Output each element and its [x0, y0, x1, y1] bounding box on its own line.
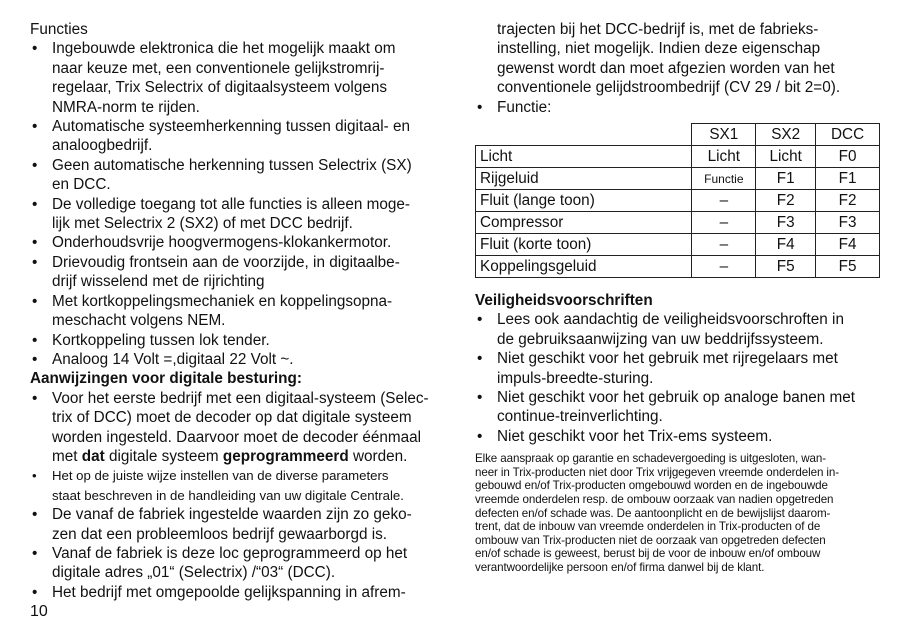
right-column: [475, 20, 880, 575]
table-cell: Koppelingsgeluid: [476, 256, 692, 278]
table-row: [476, 146, 880, 168]
function-table: [475, 123, 880, 278]
table-cell: F4: [816, 234, 880, 256]
list-item: • Lees ook aandachtig de veiligheidsvoorschroften in de gebruiksaanwijzing van uw beddrijfssysteem.: [475, 310, 880, 349]
table-cell: –: [692, 256, 756, 278]
table-row: [476, 168, 880, 190]
table-cell: Fluit (korte toon): [476, 234, 692, 256]
list-item: • Drievoudig frontsein aan de voorzijde, in digitaalbe- drijf wisselend met de rijrichting: [30, 253, 435, 292]
table-cell: Licht: [756, 146, 816, 168]
list-item: • De vanaf de fabriek ingestelde waarden zijn zo geko- zen dat een probleemloos bedrijf gewaarborgd is.: [30, 505, 435, 544]
safety-heading: Veiligheidsvoorschriften: [475, 292, 653, 310]
table-row: [476, 190, 880, 212]
table-cell: Licht: [476, 146, 692, 168]
table-cell: Rijgeluid: [476, 168, 692, 190]
table-cell: Fluit (lange toon): [476, 190, 692, 212]
table-cell: F3: [816, 212, 880, 234]
left-column: [30, 20, 435, 602]
table-cell: Licht: [692, 146, 756, 168]
list-item: • De volledige toegang tot alle functies is alleen moge- lijk met Selectrix 2 (SX2) of met DCC bedrijf.: [30, 195, 435, 234]
list-item: • Niet geschikt voor het Trix-ems systeem.: [475, 427, 880, 446]
table-header-row: [476, 124, 880, 146]
table-header: DCC: [816, 124, 880, 146]
digital-heading: Aanwijzingen voor digitale besturing:: [30, 370, 302, 388]
table-cell: F5: [756, 256, 816, 278]
function-label: • Functie:: [475, 98, 880, 117]
table-row: [476, 256, 880, 278]
list-item: • Met kortkoppelingsmechaniek en koppelingsopna- meschacht volgens NEM.: [30, 292, 435, 331]
table-row: [476, 234, 880, 256]
list-item: • Vanaf de fabriek is deze loc geprogrammeerd op het digitale adres „01“ (Selectrix) /“03“ (DCC).: [30, 544, 435, 583]
table-cell: F2: [756, 190, 816, 212]
table-cell: F2: [816, 190, 880, 212]
table-header: SX1: [692, 124, 756, 146]
table-cell: F4: [756, 234, 816, 256]
table-cell: F1: [756, 168, 816, 190]
table-cell: F5: [816, 256, 880, 278]
list-item: • Niet geschikt voor het gebruik op analoge banen met continue-treinverlichting.: [475, 388, 880, 427]
list-item: • Niet geschikt voor het gebruik met rijregelaars met impuls-breedte-sturing.: [475, 349, 880, 388]
list-item: • Het bedrijf met omgepoolde gelijkspanning in afrem-: [30, 583, 435, 602]
table-cell: F1: [816, 168, 880, 190]
list-item: • Geen automatische herkenning tussen Selectrix (SX) en DCC.: [30, 156, 435, 195]
table-cell: Functie: [692, 168, 756, 190]
page-number: 10: [30, 603, 48, 620]
functions-heading: Functies: [30, 21, 88, 38]
list-item: • Automatische systeemherkenning tussen digitaal- en analoogbedrijf.: [30, 117, 435, 156]
table-cell: Compressor: [476, 212, 692, 234]
list-item: • Ingebouwde elektronica die het mogelijk maakt om naar keuze met, een conventionele gelijkstromrij- regelaar, Trix Selectrix of digitaalsysteem volgens NMRA-norm te rijden.: [30, 39, 435, 117]
table-row: [476, 212, 880, 234]
table-header: SX2: [756, 124, 816, 146]
table-cell: F0: [816, 146, 880, 168]
table-cell: –: [692, 212, 756, 234]
table-cell: –: [692, 234, 756, 256]
list-item: • Analoog 14 Volt =,digitaal 22 Volt ~.: [30, 350, 435, 369]
continuation-text: trajecten bij het DCC-bedrijf is, met de fabrieks- instelling, niet mogelijk. Indien deze eigenschap gewenst wordt dan moet afgezien worden van het conventionele gelijdstroombedrijf (CV 29 / bit 2=0).: [497, 21, 841, 97]
table-cell: –: [692, 190, 756, 212]
disclaimer: Elke aanspraak op garantie en schadevergoeding is uitgesloten, wan- neer in Trix-producten niet door Trix vrijgegeven vreemde onderdelen in- gebouwd en/of Trix-producten omgebouwd worden en de ingebouwde vreemde onderdelen resp. de ombouw oorzaak van nadien opgetreden defecten en/of schade was. De aantoonplicht en de bewijslijst daarom- trent, dat de inbouw van vreemde onderdelen in Trix-producten of de ombouw van Trix-producten niet de oorzaak van opgetreden defecten en/of schade is geweest, berust bij de voor de inbouw en/of ombouw verantwoordelijke persoon en/of firma danwel bij de klant.: [475, 452, 839, 575]
list-item: • Kortkoppeling tussen lok tender.: [30, 331, 435, 350]
table-cell: F3: [756, 212, 816, 234]
list-item: • Onderhoudsvrije hoogvermogens-klokankermotor.: [30, 233, 435, 252]
list-item: • Het op de juiste wijze instellen van de diverse parameters staat beschreven in de handleiding van uw digitale Centrale.: [30, 466, 435, 505]
list-item: • Voor het eerste bedrijf met een digitaal-systeem (Selec- trix of DCC) moet de decoder op dat digitale systeem worden ingesteld. Daarvoor moet de decoder éénmaal met dat digitale systeem geprogrammeerd worden.: [30, 389, 435, 467]
